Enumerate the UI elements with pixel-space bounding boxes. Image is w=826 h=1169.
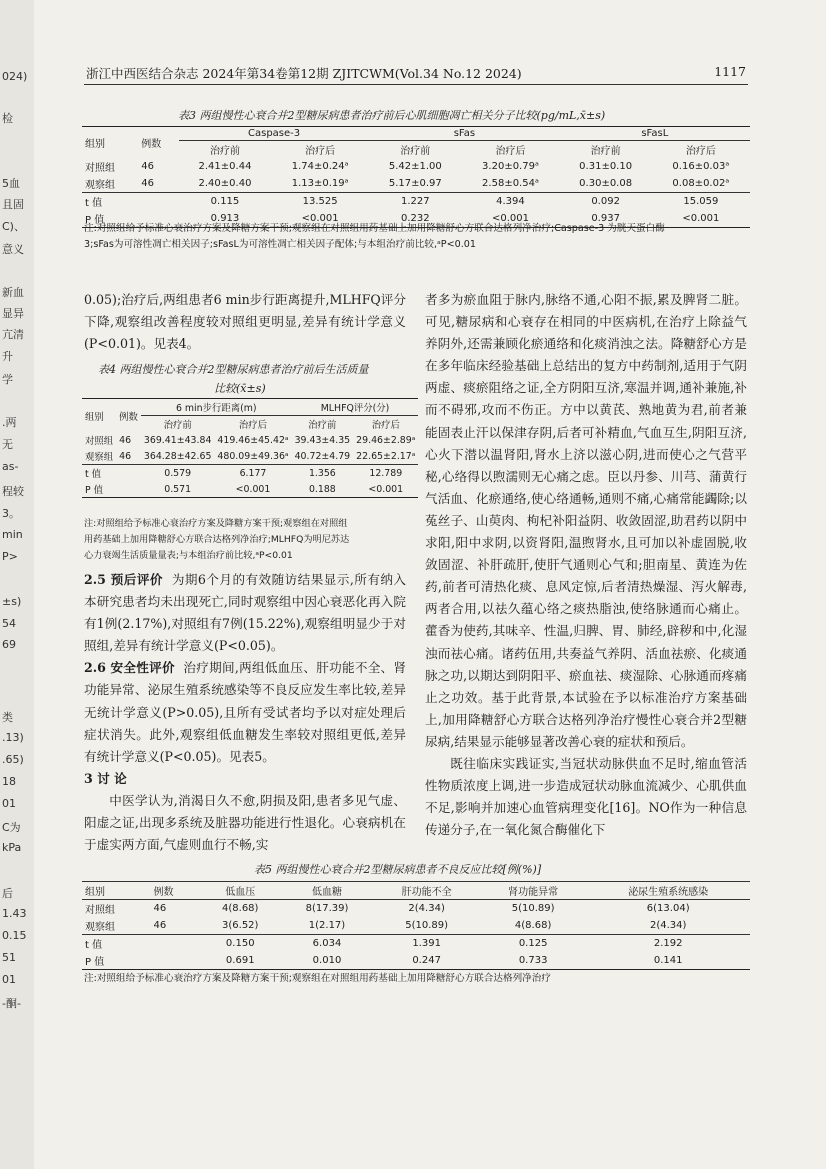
margin-fragment: 01 xyxy=(2,797,16,810)
row-label: 观察组 xyxy=(85,180,115,191)
table-cell: 12.789 xyxy=(369,467,403,479)
section-heading: 2.5 预后评价 xyxy=(84,572,163,587)
table3 xyxy=(82,126,750,228)
table4 xyxy=(82,398,418,498)
margin-fragment: 类 xyxy=(2,711,13,724)
paragraph: 者多为瘀血阻于脉内,脉络不通,心阳不振,累及脾肾二脏。可见,糖尿病和心衰存在相同的中医病机,在治疗上除益气养阴外,还需兼顾化瘀通络和化痰消浊之法。降糖舒心方是在多年临床经验基础上总结出的复方中药制剂,适用于气阴两虚、痰瘀阻络之证,全方阴阳互济,寒温并调,通补兼施,补而不碍邪,攻而不伤正。方中以黄芪、熟地黄为君,前者兼能固表止汗以保津存阴,后者可补精血,气血互生,阴阳互济,心火下潜以温肾阳,肾水上济以滋心阴,进而使心之气营平秘,心络得以煦濡则无心痛之虑。臣以丹参、川芎、蒲黄行气活血、化瘀通络,使心络通畅,通则不痛,心痛常能蠲除;以菟丝子、山萸肉、枸杞补阳益阴、收敛固涩,助君药以阴中求阳,阳中求阴,以资肾阳,温煦肾水,且可加以补虚固脱,收敛固涩、补肝疏肝,使肝气通则心气和;胆南星、黄连为佐药,前者可清热化痰、息风定惊,后者清热燥湿、泻火解毒,两者合用,以祛久蕴心络之痰热脂浊,使络脉通而心痛止。藿香为使药,其味辛、性温,归脾、胃、肺经,辟秽和中,化湿浊而祛心痛。诸药伍用,共奏益气养阴、活血祛瘀、化痰通脉之功,以期达到阴阳平、瘀血祛、痰湿除、心脉通而疼痛止之功效。基于此背景,本试验在予以标准治疗方案基础上,加用降糖舒心方联合达格列净治疗慢性心衰合并2型糖尿病,结果显示能够显著改善心衰的症状和预后。 xyxy=(425,292,747,749)
column-header: 例数 xyxy=(153,887,174,898)
table3-note xyxy=(84,221,752,253)
margin-fragment: 后 xyxy=(2,887,13,900)
table-cell: 5.17±0.97 xyxy=(388,178,442,189)
table-cell: 1.227 xyxy=(400,196,430,207)
column-header: 组别 xyxy=(85,887,105,898)
table-cell: 22.65±2.17ᵃ xyxy=(356,450,416,462)
table-cell: 5(10.89) xyxy=(405,920,449,931)
row-n: 46 xyxy=(141,161,155,172)
margin-fragment: C)、 xyxy=(2,220,25,233)
row-label: P 值 xyxy=(85,485,104,496)
table-cell: 6(13.04) xyxy=(646,903,690,914)
table-cell: 0.08±0.02ᵃ xyxy=(672,178,730,189)
table-cell: 0.579 xyxy=(164,467,192,479)
table-cell: 0.16±0.03ᵃ xyxy=(672,161,730,172)
table-cell: 0.913 xyxy=(210,213,240,224)
margin-fragment: as- xyxy=(2,460,19,473)
row-label: P 值 xyxy=(85,215,105,226)
row-label: t 值 xyxy=(85,940,103,951)
margin-fragment: 024) xyxy=(2,70,28,83)
journal-title: 浙江中西医结合杂志 2024年第34卷第12期 ZJITCWM(Vol.34 No.12 2024) xyxy=(86,66,522,81)
left-column-body xyxy=(84,569,406,856)
margin-fragment: 54 xyxy=(2,617,16,630)
section-heading: 2.6 安全性评价 xyxy=(84,660,175,676)
table4-caption-line2: 比较(x̄±s) xyxy=(214,382,266,395)
table-cell: <0.001 xyxy=(491,213,529,224)
table-cell: 2(4.34) xyxy=(649,920,687,931)
table4-sub-header: 治疗后 xyxy=(238,420,268,431)
table-cell: 4(8.68) xyxy=(514,920,552,931)
margin-fragment: 亢清 xyxy=(2,328,24,341)
section-2-6 xyxy=(84,657,406,767)
page-number: 1117 xyxy=(714,64,746,79)
margin-fragment: ±s) xyxy=(2,595,22,608)
row-label: t 值 xyxy=(85,469,102,480)
margin-fragment: 18 xyxy=(2,775,16,788)
margin-fragment: 检 xyxy=(2,112,13,125)
table-cell: <0.001 xyxy=(682,213,720,224)
paragraph: 为期6个月的有效随访结果显示,所有纳入本研究患者均未出现死亡,同时观察组中因心衰恶化再入院有1例(2.17%),对照组有7例(15.22%),观察组明显少于对照组,差异有统计学意义(P<0.05)。 xyxy=(84,572,406,654)
table-cell: 1(2.17) xyxy=(308,920,346,931)
header-rule xyxy=(84,84,748,85)
table-cell: 3.20±0.79ᵃ xyxy=(482,161,539,172)
table3-sub-header: 治疗前 xyxy=(590,146,621,157)
table-cell: 8(17.39) xyxy=(305,903,349,914)
table-cell: 0.937 xyxy=(591,213,620,224)
table-cell: 1.74±0.24ᵃ xyxy=(291,161,349,172)
table-cell: 0.188 xyxy=(308,483,336,495)
table-cell: 0.247 xyxy=(412,955,441,966)
table-cell: 4(8.68) xyxy=(222,903,259,914)
margin-fragment: 69 xyxy=(2,638,16,651)
row-n xyxy=(116,465,141,482)
adjacent-page-edge xyxy=(0,0,34,1169)
paragraph: 既往临床实践证实,当冠状动脉供血不足时,缩血管活性物质浓度上调,进一步造成冠状动脉血流减少、心肌供血不足,影响并加速心血管病理变化[16]。NO作为一种信息传递分子,在一氧化氮合酶催化下 xyxy=(425,755,747,838)
table-row xyxy=(82,175,750,193)
table4-n-header: 例数 xyxy=(119,411,138,423)
row-n: 46 xyxy=(141,178,155,189)
table-row xyxy=(82,158,750,175)
table-cell: 0.232 xyxy=(400,213,430,224)
margin-fragment: 学 xyxy=(2,373,13,386)
table-cell: 0.115 xyxy=(210,196,240,207)
table-cell: 0.141 xyxy=(653,955,683,966)
table3-note-line: 注:对照组给予标准心衰治疗方案及降糖方案干预;观察组在对照组用药基础上加用降糖舒心方联合达格列净治疗;Caspase-3 为胱天蛋白酶 xyxy=(84,223,665,234)
paragraph: 中医学认为,消渴日久不愈,阴损及阳,患者多见气虚、阳虚之证,出现多系统及脏器功能进行性退化。心衰病机在于虚实两方面,气虚则血行不畅,实 xyxy=(84,792,406,853)
margin-fragment: 意义 xyxy=(2,243,24,256)
column-header: 低血压 xyxy=(225,887,256,898)
table4-note xyxy=(84,516,408,564)
table-cell xyxy=(150,952,199,970)
margin-fragment: .13) xyxy=(2,731,24,744)
section-heading: 3 讨 论 xyxy=(84,770,127,786)
table-cell: 419.46±45.42ᵃ xyxy=(217,434,289,446)
section-2-5 xyxy=(84,569,406,657)
paragraph: 0.05);治疗后,两组患者6 min步行距离提升,MLHFQ评分下降,观察组改善程度较对照组更明显,差异有统计学意义(P<0.01)。见表4。 xyxy=(84,292,406,352)
table4-sub-header: 治疗后 xyxy=(371,420,400,431)
table4-sub-header: 治疗前 xyxy=(308,420,337,431)
table-cell: 2(4.34) xyxy=(408,903,445,914)
table5-caption: 表5 两组慢性心衰合并2型糖尿病患者不良反应比较[例(%)] xyxy=(254,863,542,876)
row-label: 对照组 xyxy=(85,436,114,447)
margin-fragment: kPa xyxy=(2,841,22,854)
row-n: 46 xyxy=(119,434,132,446)
table-cell: <0.001 xyxy=(235,483,271,495)
table-cell: 0.125 xyxy=(518,938,548,949)
table3-group-caspase: Caspase-3 xyxy=(248,128,301,139)
table-cell: 1.356 xyxy=(308,467,336,479)
table-row xyxy=(82,193,750,211)
table3-sub-header: 治疗前 xyxy=(400,146,431,157)
table4-caption-line1: 表4 两组慢性心衰合并2型糖尿病患者治疗前后生活质量 xyxy=(98,363,369,376)
table5-note: 注:对照组给予标准心衰治疗方案及降糖方案干预;观察组在对照组用药基础上加用降糖舒心方联合达格列净治疗 xyxy=(84,973,551,984)
table-cell: 46 xyxy=(153,903,167,914)
table-cell: 6.034 xyxy=(312,938,342,949)
table4-sub-header: 治疗前 xyxy=(163,420,192,431)
table-cell: <0.001 xyxy=(301,213,339,224)
table-row xyxy=(82,900,750,918)
table-cell: 369.41±43.84 xyxy=(143,434,212,446)
table-cell: 0.092 xyxy=(591,196,620,207)
margin-fragment: 无 xyxy=(2,438,13,451)
table-cell: <0.001 xyxy=(368,483,404,495)
table-cell: 40.72±4.79 xyxy=(294,450,351,462)
table-cell: 0.30±0.08 xyxy=(579,178,633,189)
table-cell: 0.150 xyxy=(225,938,255,949)
table-cell: 364.28±42.65 xyxy=(143,450,212,462)
table-cell: 0.571 xyxy=(164,483,192,495)
margin-fragment: 显异 xyxy=(2,307,24,320)
row-label: 对照组 xyxy=(85,163,115,174)
margin-fragment: .65) xyxy=(2,753,24,766)
margin-fragment: .两 xyxy=(2,416,17,429)
table4-note-line: 心力衰竭生活质量量表;与本组治疗前比较,ᵃP<0.01 xyxy=(84,550,293,561)
margin-fragment: 3。 xyxy=(2,507,20,520)
paragraph: 治疗期间,两组低血压、肝功能不全、肾功能异常、泌尿生殖系统感染等不良反应发生率比较,差异无统计学意义(P>0.05),且所有受试者均予以对症处理后症状消失。此外,观察组低血糖发生率较对照组更低,差异有统计学意义(P<0.05)。见表5。 xyxy=(84,660,406,764)
margin-fragment: 5血 xyxy=(2,177,20,190)
margin-fragment: 新血 xyxy=(2,286,24,299)
margin-fragment: 51 xyxy=(2,951,16,964)
right-column-body xyxy=(425,289,747,841)
table-cell: 2.58±0.54ᵃ xyxy=(482,178,539,189)
margin-fragment: 且固 xyxy=(2,198,24,211)
table4-group-mlhfq: MLHFQ评分(分) xyxy=(320,403,390,414)
table-row xyxy=(82,465,418,482)
table3-group-header: 组别 xyxy=(85,139,105,150)
table-cell: 480.09±49.36ᵃ xyxy=(217,450,289,462)
table-cell: 0.010 xyxy=(312,955,342,966)
table-cell: 6.177 xyxy=(239,467,267,479)
table-row xyxy=(82,448,418,465)
table-cell: 29.46±2.89ᵃ xyxy=(356,434,416,446)
margin-fragment: 0.15 xyxy=(2,929,27,942)
left-column-intro xyxy=(84,289,406,355)
column-header: 肾功能异常 xyxy=(508,887,559,898)
table3-n-header: 例数 xyxy=(141,139,162,150)
table-cell: 1.13±0.19ᵃ xyxy=(291,178,349,189)
margin-fragment: C为 xyxy=(2,821,21,834)
table-cell: 0.691 xyxy=(225,955,255,966)
margin-fragment: 程较 xyxy=(2,485,24,498)
table3-sub-header: 治疗后 xyxy=(685,146,716,157)
table-cell: 2.41±0.44 xyxy=(198,161,252,172)
table-cell xyxy=(150,935,199,953)
table4-note-line: 用药基础上加用降糖舒心方联合达格列净治疗;MLHFQ为明尼苏达 xyxy=(84,534,350,545)
table-row xyxy=(82,481,418,498)
table5 xyxy=(82,881,750,970)
margin-fragment: 1.43 xyxy=(2,907,27,920)
table4-group-header: 组别 xyxy=(85,411,104,423)
column-header: 泌尿生殖系统感染 xyxy=(628,887,709,898)
row-label: t 值 xyxy=(85,198,103,209)
row-n xyxy=(138,193,179,211)
table-cell: 3(6.52) xyxy=(222,920,259,931)
table3-group-sfasl: sFasL xyxy=(641,128,669,139)
table3-sub-header: 治疗后 xyxy=(305,146,336,157)
table-cell: 4.394 xyxy=(496,196,525,207)
margin-fragment: 升 xyxy=(2,350,13,363)
table3-sub-header: 治疗后 xyxy=(495,146,526,157)
table4-note-line: 注:对照组给予标准心衰治疗方案及降糖方案干预;观察组在对照组 xyxy=(84,518,348,529)
table-cell: 2.192 xyxy=(653,938,683,949)
table-cell: 2.40±0.40 xyxy=(198,178,252,189)
row-n: 46 xyxy=(119,450,132,462)
table-row xyxy=(82,432,418,448)
row-label: P 值 xyxy=(85,957,105,968)
table-cell: 46 xyxy=(153,920,167,931)
row-label: 对照组 xyxy=(85,905,115,916)
row-n xyxy=(116,481,141,498)
margin-fragment: P> xyxy=(2,550,18,563)
row-label: 观察组 xyxy=(85,922,115,933)
table3-group-sfas: sFas xyxy=(453,128,476,139)
table-cell: 39.43±4.35 xyxy=(294,434,351,446)
table-row xyxy=(82,952,750,970)
running-header xyxy=(86,64,746,82)
table4-group-walk: 6 min步行距离(m) xyxy=(175,403,257,414)
table-row xyxy=(82,935,750,953)
table-cell: 15.059 xyxy=(683,196,719,207)
table-cell: 5(10.89) xyxy=(511,903,555,914)
table3-caption: 表3 两组慢性心衰合并2型糖尿病患者治疗前后心肌细胞凋亡相关分子比较(pg/mL,x̄±s) xyxy=(178,109,606,122)
margin-fragment: -酮- xyxy=(2,997,21,1010)
row-label: 观察组 xyxy=(85,452,114,463)
table3-note-line: 3;sFas为可溶性凋亡相关因子;sFasL为可溶性凋亡相关因子配体;与本组治疗前比较,ᵃP<0.01 xyxy=(84,239,476,250)
margin-fragment: min xyxy=(2,528,23,541)
table-cell: 13.525 xyxy=(302,196,338,207)
table-row xyxy=(82,917,750,935)
margin-fragment: 01 xyxy=(2,973,16,986)
table3-sub-header: 治疗前 xyxy=(209,146,240,157)
table-cell: 5.42±1.00 xyxy=(388,161,442,172)
column-header: 低血糖 xyxy=(311,887,342,898)
table-cell: 1.391 xyxy=(412,938,441,949)
table-cell: 0.31±0.10 xyxy=(579,161,633,172)
column-header: 肝功能不全 xyxy=(401,887,452,898)
table-cell: 0.733 xyxy=(518,955,548,966)
